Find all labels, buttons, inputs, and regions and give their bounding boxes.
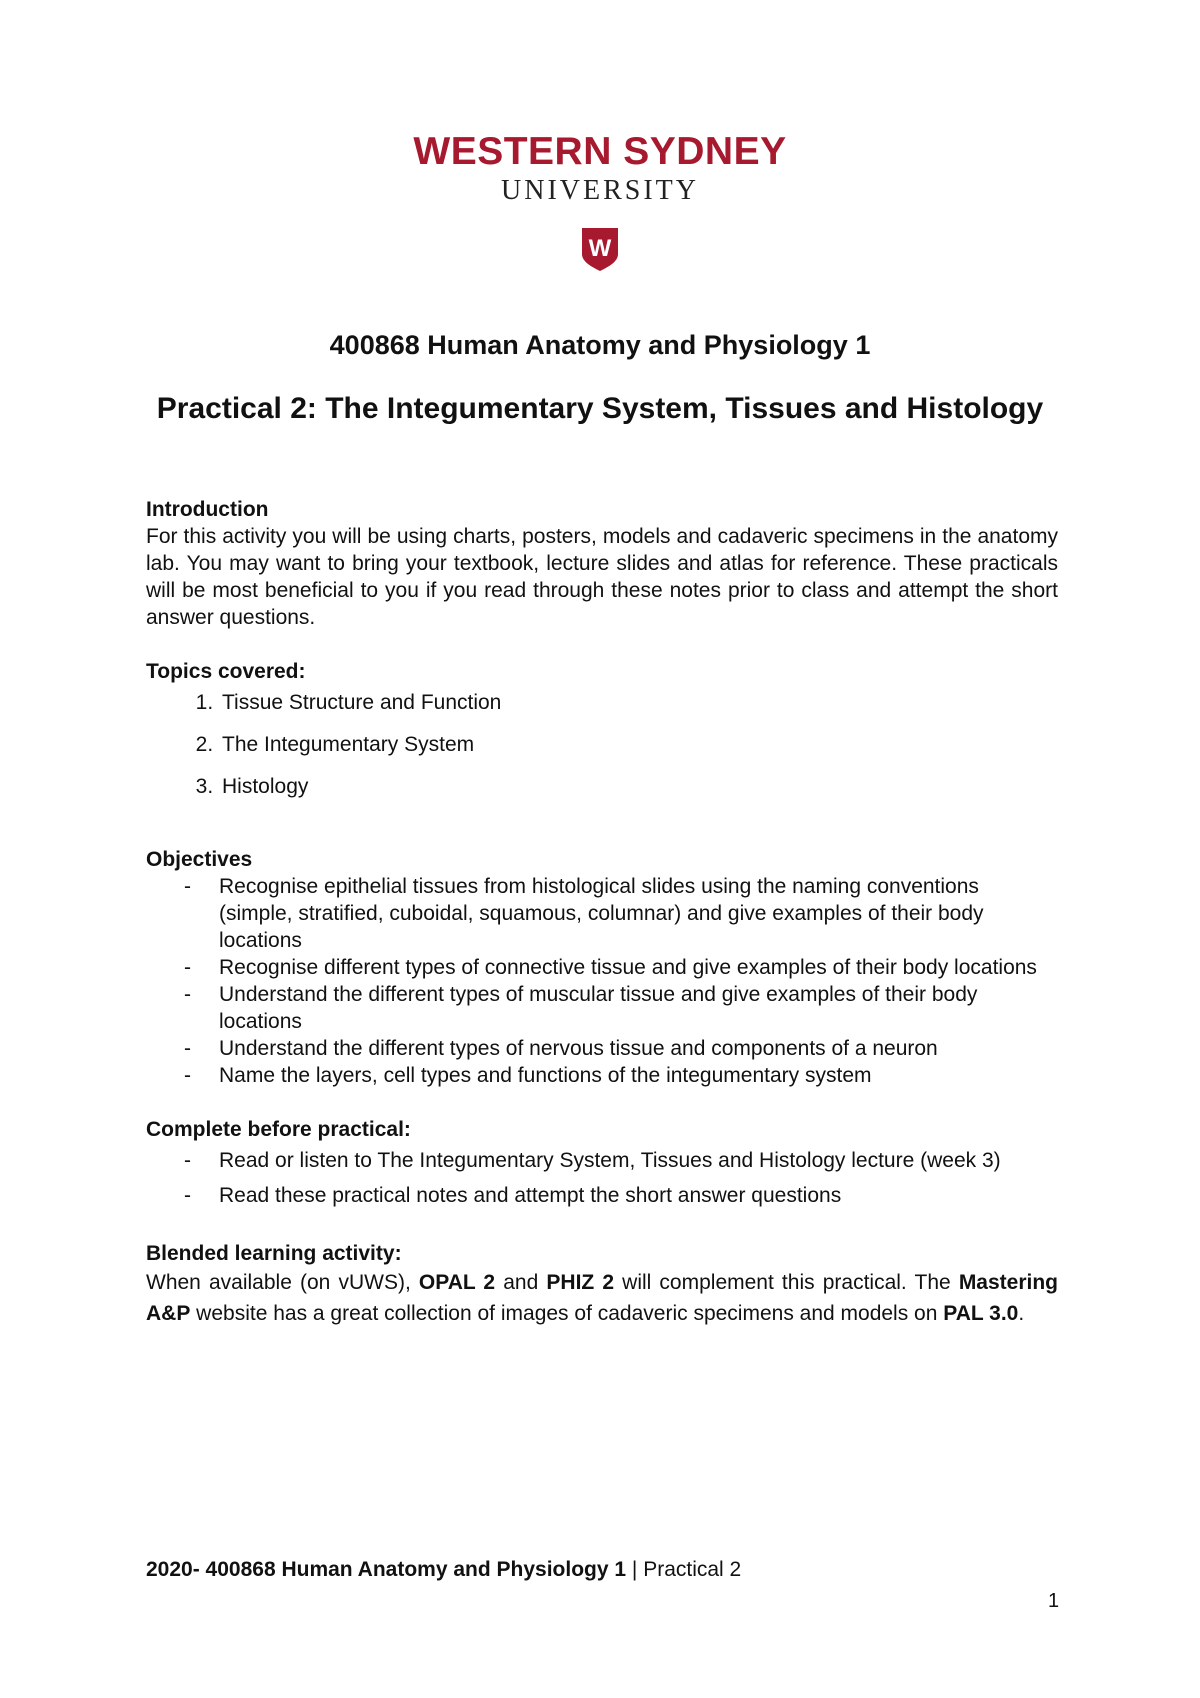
objectives-heading: Objectives [146,848,253,871]
topics-heading: Topics covered: [146,660,306,683]
introduction-heading: Introduction [146,498,269,521]
complete-before-list [146,1143,1058,1213]
blended-part: will complement this practical. The [614,1271,959,1294]
page-footer [146,1558,741,1582]
dash-bullet: - [184,1037,191,1060]
practical-title: Practical 2: The Integumentary System, Tissues and Histology [156,392,1044,425]
dash-bullet: - [184,956,191,979]
blended-bold: PHIZ 2 [546,1271,615,1294]
objective-item [146,954,1058,981]
page-number: 1 [1048,1590,1060,1612]
blended-text [146,1267,1058,1329]
logo-line-1: WESTERN SYDNEY [413,130,787,173]
topic-item: 2. The Integumentary System [219,731,1058,758]
blended-heading: Blended learning activity: [146,1242,402,1265]
task-item [146,1143,1058,1178]
objective-text: Recognise different types of connective tissue and give examples of their body locations [219,956,1037,979]
document-body [146,496,1058,1329]
dash-bullet: - [184,875,191,898]
task-item [146,1178,1058,1213]
course-title: 400868 Human Anatomy and Physiology 1 [329,330,871,360]
blended-part: . [1018,1302,1025,1325]
dash-bullet: - [184,1149,191,1172]
task-text: Read these practical notes and attempt the short answer questions [219,1184,842,1207]
blended-bold: PAL 3.0 [943,1302,1019,1325]
blended-part: When available (on vUWS), [146,1271,419,1294]
topic-item: 1. Tissue Structure and Function [219,689,1058,716]
objectives-list [146,873,1058,1089]
blended-bold: OPAL 2 [418,1271,496,1294]
footer-course: 2020- 400868 Human Anatomy and Physiology 1 [146,1558,627,1581]
topics-list [146,689,1058,800]
objective-text: Understand the different types of nervous tissue and components of a neuron [219,1037,938,1060]
footer-separator: | [626,1558,644,1581]
blended-bold: Mastering A&P [146,1271,1058,1325]
footer-practical: Practical 2 [643,1558,742,1581]
dash-bullet: - [184,1184,191,1207]
dash-bullet: - [184,983,191,1006]
topic-item: 3. Histology [219,773,1058,800]
blended-part: website has a great collection of images of cadaveric specimens and models on [190,1302,944,1325]
task-text: Read or listen to The Integumentary System, Tissues and Histology lecture (week 3) [219,1149,1001,1172]
objective-item [146,1062,1058,1089]
shield-letter: W [588,235,612,262]
complete-before-heading: Complete before practical: [146,1118,411,1141]
logo-line-2: UNIVERSITY [501,175,699,206]
objective-item [146,1035,1058,1062]
dash-bullet: - [184,1064,191,1087]
objective-item [146,873,1058,954]
objective-item [146,981,1058,1035]
shield-icon [580,226,620,272]
blended-part: and [495,1271,547,1294]
objective-text: Name the layers, cell types and functions of the integumentary system [219,1064,872,1087]
objective-text: Recognise epithelial tissues from histological slides using the naming conventions (simple, stratified, cuboidal, squamous, columnar) and give examples of their body locations [219,875,984,952]
objective-text: Understand the different types of muscular tissue and give examples of their body locations [219,983,978,1033]
university-logo [380,130,820,272]
introduction-text: For this activity you will be using charts, posters, models and cadaveric specimens in the anatomy lab. You may want to bring your textbook, lecture slides and atlas for reference. These practicals will be most beneficial to you if you read through these notes prior to class and attempt the short answer questions. [146,525,1058,629]
